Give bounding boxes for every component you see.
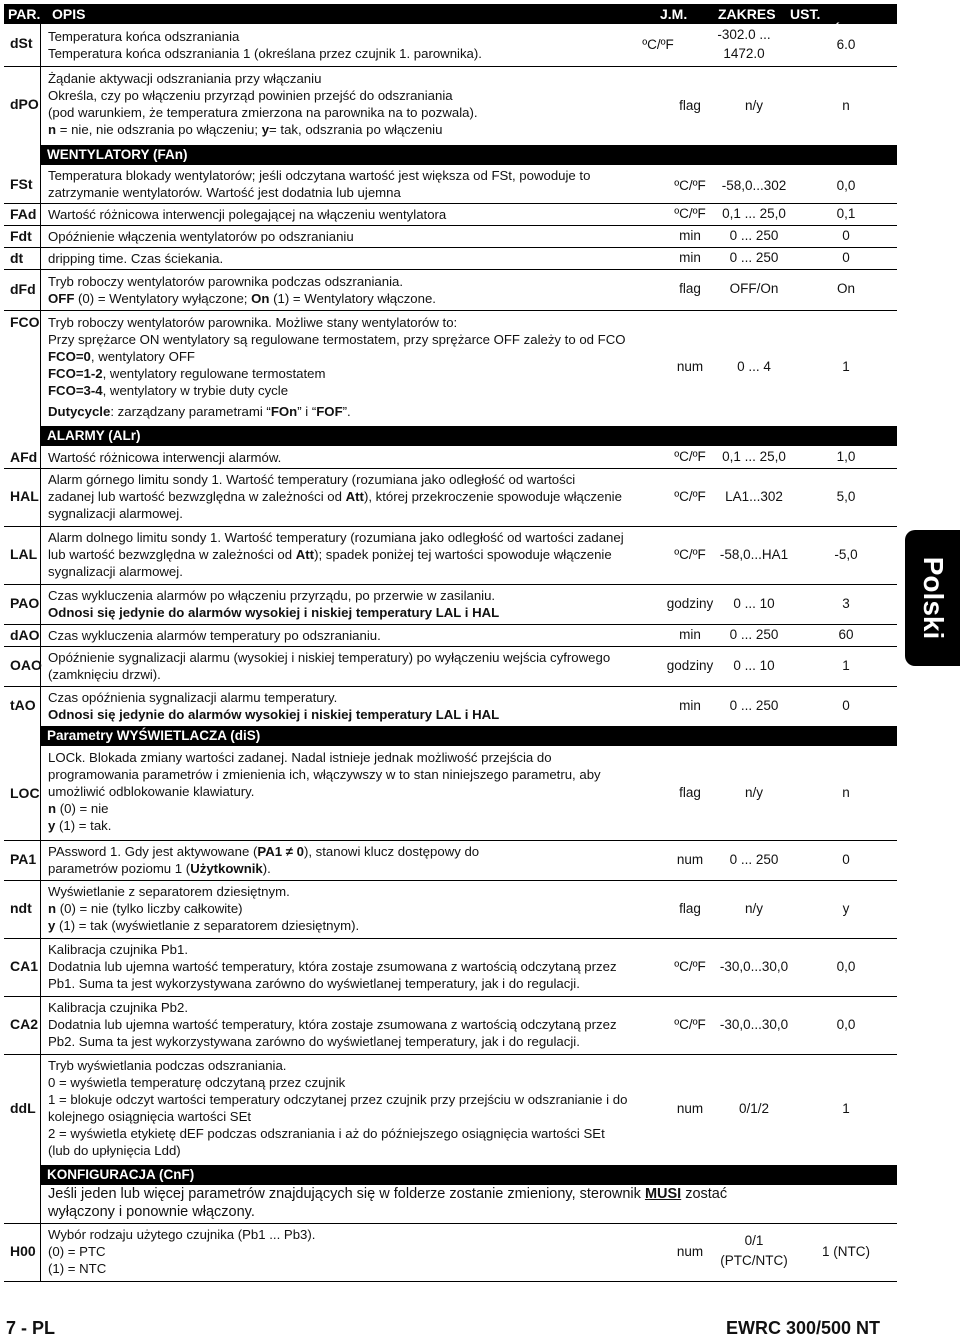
param-range: 0,1 ... 25,0 (722, 449, 786, 464)
param-range: (PTC/NTC) (720, 1253, 788, 1268)
param-code: ndt (10, 900, 32, 916)
param-description: Wartość różnicowa interwencji polegającej na włączeniu wentylatora (48, 207, 447, 222)
page-number: 7 - PL (6, 1318, 56, 1338)
table-row (4, 686, 897, 726)
param-default: 6.0 (836, 37, 856, 52)
param-unit: ºC/ºF (674, 959, 706, 974)
param-default: 0,0 (836, 959, 856, 974)
param-range: OFF/On (729, 281, 779, 296)
param-range: -302.0 ... (717, 27, 771, 42)
param-unit: flag (679, 785, 701, 800)
param-default: 1 (842, 658, 850, 673)
param-code: dPO (10, 96, 39, 112)
param-code: FAd (10, 206, 37, 222)
table-row (4, 247, 897, 270)
param-unit: flag (679, 281, 701, 296)
param-default: -5,0 (834, 547, 858, 562)
param-default: n (842, 785, 850, 800)
param-unit: ºC/ºF (642, 37, 674, 52)
param-description: Tryb wyświetlania podczas odszraniania. 0 = wyświetla temperaturę odczytaną przez czujnik 1 = blokuje odczyt wartości temperatury odczytanej przez czujnik przy przejściu w odszranianie i do kolejnego osiągnięcia wartości SEt 2 = wyświetla etykietę dEF podczas odszraniania i aż do późniejszego osiągnięcia wartości SEt (lub do upłynięcia Ldd) (48, 1058, 628, 1158)
param-default: 0,1 (836, 206, 856, 221)
param-unit: min (679, 250, 701, 265)
param-description: Alarm górnego limitu sondy 1. Wartość temperatury (rozumiana jako odległość od wartości zadanej lub wartość bezwzględna w zależności od Att), której przekroczenie spowoduje włączenie sygnalizacji alarmowej. (48, 472, 622, 521)
table-row (4, 646, 897, 687)
param-range: n/y (744, 785, 763, 800)
param-code: dSt (10, 35, 33, 51)
param-unit: ºC/ºF (674, 547, 706, 562)
table-row (4, 66, 897, 144)
param-unit: min (679, 228, 701, 243)
param-range: 0,1 ... 25,0 (722, 206, 786, 221)
param-unit: flag (679, 901, 701, 916)
table-row (4, 203, 897, 226)
param-range: 0 ... 250 (729, 228, 779, 243)
param-default: 5,0 (836, 489, 856, 504)
param-code: AFd (10, 449, 38, 465)
param-description: Czas wykluczenia alarmów po włączeniu przyrządu, po przerwie w zasilaniu. Odnosi się jedynie do alarmów wysokiej i niskiej temperatury LAL i HAL (48, 588, 500, 620)
table-row (4, 269, 897, 311)
param-default: y (842, 901, 850, 916)
table-row (4, 310, 897, 426)
param-default: 1,0 (836, 449, 856, 464)
table-row (4, 584, 897, 625)
param-code: dAO (10, 627, 40, 643)
param-unit: ºC/ºF (674, 489, 706, 504)
table-row (4, 938, 897, 997)
param-default: 60 (838, 627, 854, 642)
param-range: -30,0...30,0 (719, 959, 789, 974)
header-par: PAR. (8, 6, 41, 22)
param-description: Opóźnienie włączenia wentylatorów po odszranianiu (48, 229, 354, 244)
header-default: UST. DOMYŚLNE (790, 6, 870, 38)
param-range: 0/1/2 (738, 1101, 770, 1116)
param-code: Fdt (10, 228, 32, 244)
param-code: CA2 (10, 1016, 39, 1032)
param-description: Tryb roboczy wentylatorów parownika podczas odszraniania. OFF (0) = Wentylatory wyłączone; On (1) = Wentylatory włączone. (48, 274, 436, 306)
table-row (4, 446, 897, 469)
param-default: 0 (842, 852, 850, 867)
param-description: Tryb roboczy wentylatorów parownika. Możliwe stany wentylatorów to: Przy sprężarce ON wentylatory są regulowane termostatem, przy sprężarce OFF zależy to od FCO FCO=0, wentylatory OFF FCO=1-2, wentylatory regulowane termostatem FCO=3-4, wentylatory w trybie duty cycle Dutycycle: zarządzany parametrami “FOn” i “FOF”. (48, 315, 626, 419)
param-description: Kalibracja czujnika Pb1. Dodatnia lub ujemna wartość temperatury, która zostaje zsumowana z wartością odczytaną przez Pb1. Suma ta jest wykorzystywana zarówno do wyświetlanej temperatury, jak i do regulacji. (48, 942, 617, 991)
table-row (4, 996, 897, 1055)
header-unit: J.M. (660, 6, 688, 22)
param-description: Czas opóźnienia sygnalizacji alarmu temperatury. Odnosi się jedynie do alarmów wysokiej i niskiej temperatury LAL i HAL (48, 690, 500, 722)
param-code: LAL (10, 546, 38, 562)
table-row (4, 468, 897, 527)
param-code: HAL (10, 488, 39, 504)
param-default: 1 (842, 1101, 850, 1116)
param-range: n/y (744, 98, 763, 113)
param-range: 0 ... 250 (729, 698, 779, 713)
param-description: LOCk. Blokada zmiany wartości zadanej. Nadal istnieje jednak możliwość przejścia do programowania parametrów i zmienienia ich, włączywszy w to stan niniejszego parametru, aby umożliwić odblokowanie klawiatury. n (0) = nie y (1) = tak. (48, 750, 601, 833)
param-unit: ºC/ºF (674, 178, 706, 193)
param-default: 3 (842, 596, 850, 611)
param-description: Opóźnienie sygnalizacji alarmu (wysokiej i niskiej temperatury) po wyłączeniu wejścia cyfrowego (zamknięciu drzwi). (48, 650, 611, 682)
header-range: ZAKRES (718, 6, 776, 22)
param-range: LA1...302 (725, 489, 783, 504)
param-code: FSt (10, 176, 33, 192)
param-range: -58,0...HA1 (719, 547, 789, 562)
param-code: PA1 (10, 851, 37, 867)
param-default: 0 (842, 250, 850, 265)
section-config: KONFIGURACJA (CnF) (40, 1165, 897, 1185)
param-code: OAO (10, 657, 42, 673)
param-range: 0 ... 250 (729, 250, 779, 265)
param-range: -58,0...302 (721, 178, 787, 193)
param-range: 0 ... 250 (729, 627, 779, 642)
param-unit: ºC/ºF (674, 1017, 706, 1032)
param-description: Temperatura końca odszraniania Temperatura końca odszraniania 1 (określana przez czujnik 1. parownika). (48, 29, 482, 61)
param-default: 1 (NTC) (822, 1244, 870, 1259)
param-description: Czas wykluczenia alarmów temperatury po odszranianiu. (48, 628, 381, 643)
section-alarms: ALARMY (ALr) (40, 426, 897, 446)
param-unit: min (679, 698, 701, 713)
table-row (4, 165, 897, 204)
param-description: Kalibracja czujnika Pb2. Dodatnia lub ujemna wartość temperatury, która zostaje zsumowana z wartością odczytaną przez Pb2. Suma ta jest wykorzystywana zarówno do wyświetlanej temperatury, jak i do regulacji. (48, 1000, 617, 1049)
param-default: 0,0 (836, 178, 856, 193)
param-description: Żądanie aktywacji odszraniania przy włączaniu Określa, czy po włączeniu przyrząd powinien przejść do odszraniania (pod warunkiem, że temperatura zmierzona na parownika na to pozwala). n = nie, nie odszrania po włączeniu; y= tak, odszrania po włączeniu (48, 71, 478, 137)
param-default: 1 (842, 359, 850, 374)
param-code: ddL (10, 1100, 36, 1116)
param-code: dt (10, 250, 24, 266)
param-description: Wyświetlanie z separatorem dziesiętnym. n (0) = nie (tylko liczby całkowite) y (1) = tak (wyświetlanie z separatorem dziesiętnym). (48, 884, 360, 933)
table-row (4, 225, 897, 248)
param-unit: godziny (666, 658, 714, 673)
param-unit: num (676, 852, 704, 867)
param-unit: num (676, 1101, 704, 1116)
table-row (4, 746, 897, 841)
param-description: PAssword 1. Gdy jest aktywowane (PA1 ≠ 0), stanowi klucz dostępowy do parametrów poziomu 1 (Użytkownik). (48, 844, 480, 876)
param-unit: flag (679, 98, 701, 113)
language-tab: Polski (905, 530, 960, 666)
table-row (4, 840, 897, 881)
section-fans: WENTYLATORY (FAn) (40, 145, 897, 165)
param-default: n (842, 98, 850, 113)
param-code: LOC (10, 785, 40, 801)
param-code: CA1 (10, 958, 39, 974)
param-unit: min (679, 627, 701, 642)
param-unit: num (676, 1244, 704, 1259)
param-unit: num (676, 359, 704, 374)
model-name: EWRC 300/500 NT (726, 1318, 881, 1338)
config-note: Jeśli jeden lub więcej parametrów znajdujących się w folderze zostanie zmieniony, sterownik MUSI zostać wyłączony i ponownie włączony. (4, 1185, 897, 1224)
header-desc: OPIS (52, 6, 86, 22)
param-default: 0,0 (836, 1017, 856, 1032)
param-range: 0 ... 10 (733, 658, 775, 673)
param-code: tAO (10, 697, 36, 713)
param-code: dFd (10, 281, 36, 297)
param-default: 0 (842, 698, 850, 713)
param-description: Alarm dolnego limitu sondy 1. Wartość temperatury (rozumiana jako odległość od wartości zadanej lub wartość bezwzględna w zależności od Att); spadek poniżej tej wartości spowoduje włączenie sygnalizacji alarmowej. (48, 530, 624, 579)
param-default: 0 (842, 228, 850, 243)
param-code: FCO (10, 314, 40, 330)
param-range: n/y (744, 901, 763, 916)
param-unit: godziny (666, 596, 714, 611)
param-range: 0 ... 10 (733, 596, 775, 611)
table-row (4, 24, 897, 67)
param-unit: ºC/ºF (674, 206, 706, 221)
param-description: Wybór rodzaju użytego czujnika (Pb1 ... Pb3). (0) = PTC (1) = NTC (48, 1227, 316, 1276)
param-default: On (836, 281, 855, 296)
table-row (4, 1054, 897, 1164)
param-range: 0/1 (744, 1233, 764, 1248)
param-code: PAO (10, 595, 40, 611)
param-description: dripping time. Czas ściekania. (48, 251, 224, 266)
table-row (4, 624, 897, 647)
section-display: Parametry WYŚWIETLACZA (diS) (40, 726, 897, 746)
param-description: Wartość różnicowa interwencji alarmów. (48, 450, 282, 465)
table-row (4, 880, 897, 939)
table-row (4, 1223, 897, 1282)
param-range: 1472.0 (723, 46, 765, 61)
param-range: -30,0...30,0 (719, 1017, 789, 1032)
param-range: 0 ... 250 (729, 852, 779, 867)
param-description: Temperatura blokady wentylatorów; jeśli odczytana wartość jest większa od FSt, powoduje to zatrzymanie wentylatorów. Wartość jest dodatnia lub ujemna (48, 168, 591, 200)
table-row (4, 526, 897, 585)
param-range: 0 ... 4 (737, 359, 771, 374)
param-code: H00 (10, 1243, 36, 1259)
param-unit: ºC/ºF (674, 449, 706, 464)
